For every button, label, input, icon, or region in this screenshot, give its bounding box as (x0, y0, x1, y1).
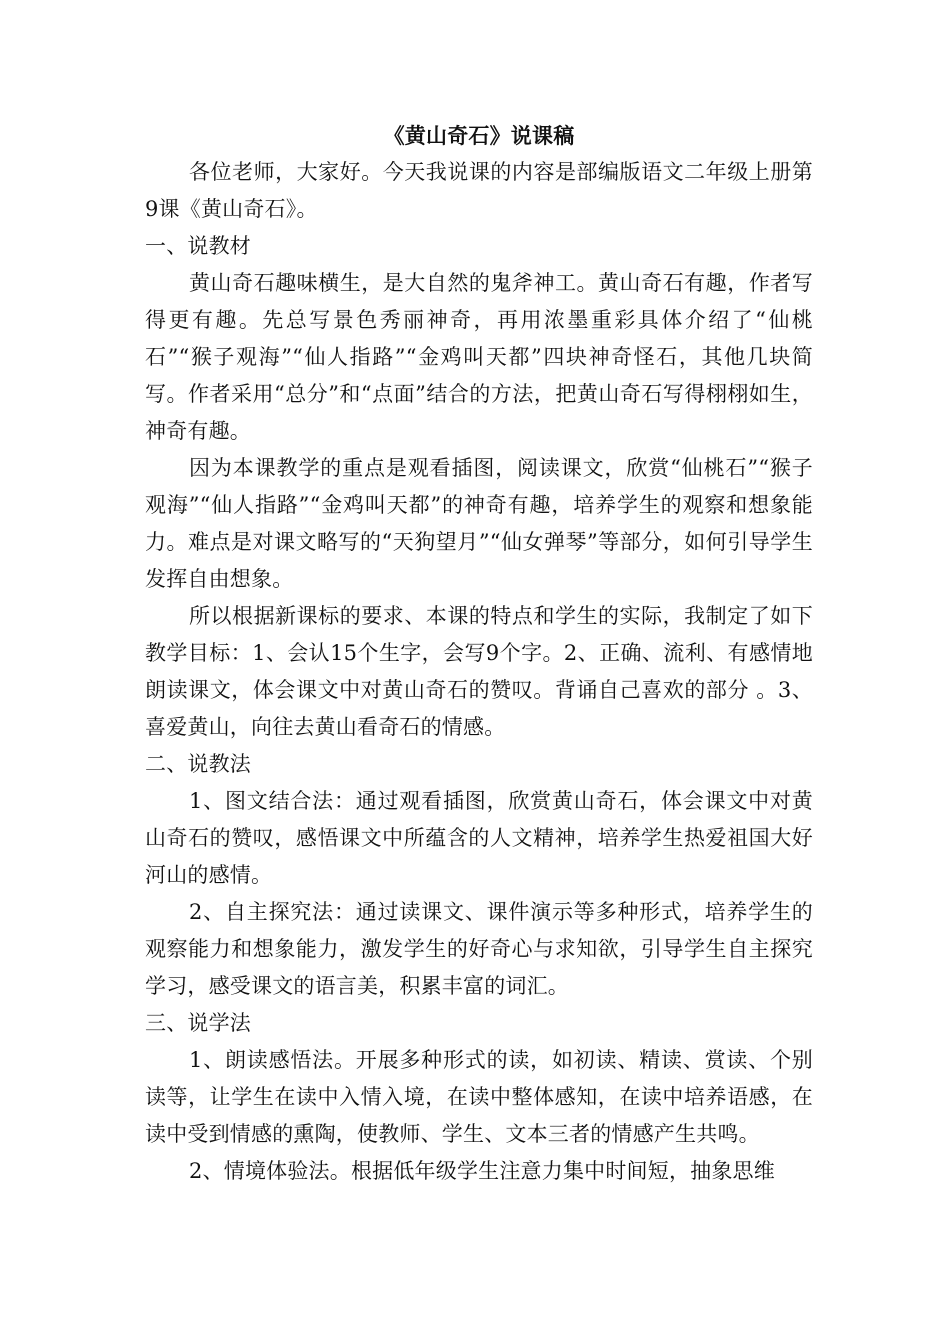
teaching-method-paragraph-2: 2、自主探究法：通过读课文、课件演示等多种形式，培养学生的观察能力和想象能力，激发学生的好奇心与求知欲，引导学生自主探究学习，感受课文的语言美，积累丰富的词汇。 (145, 900, 813, 998)
section-heading-learning-method: 三、说学法 (145, 1011, 251, 1035)
section-heading-teaching-method: 二、说教法 (145, 752, 251, 776)
section-heading-textbook: 一、说教材 (145, 234, 251, 258)
learning-method-paragraph-2: 2、情境体验法。根据低年级学生注意力集中时间短，抽象思维 (189, 1159, 775, 1183)
intro-paragraph: 各位老师，大家好。今天我说课的内容是部编版语文二年级上册第9课《黄山奇石》。 (145, 160, 813, 221)
document-title: 《黄山奇石》说课稿 (383, 123, 575, 148)
teaching-method-paragraph-1: 1、图文结合法：通过观看插图，欣赏黄山奇石，体会课文中对黄山奇石的赞叹，感悟课文中所蕴含的人文精神，培养学生热爱祖国大好河山的感情。 (145, 789, 813, 887)
document-body (145, 117, 813, 1190)
textbook-paragraph-1: 黄山奇石趣味横生，是大自然的鬼斧神工。黄山奇石有趣，作者写得更有趣。先总写景色秀丽神奇，再用浓墨重彩具体介绍了“仙桃石”“猴子观海”“仙人指路”“金鸡叫天都”四块神奇怪石，其他几块简写。作者采用“总分”和“点面”结合的方法，把黄山奇石写得栩栩如生，神奇有趣。 (145, 271, 813, 443)
learning-method-paragraph-1: 1、朗读感悟法。开展多种形式的读，如初读、精读、赏读、个别读等，让学生在读中入情入境，在读中整体感知，在读中培养语感，在读中受到情感的熏陶，使教师、学生、文本三者的情感产生共鸣。 (145, 1048, 813, 1146)
textbook-paragraph-3: 所以根据新课标的要求、本课的特点和学生的实际，我制定了如下教学目标：1、会认15个生字，会写9个字。2、正确、流利、有感情地朗读课文，体会课文中对黄山奇石的赞叹。背诵自己喜欢的部分 。3、喜爱黄山，向往去黄山看奇石的情感。 (145, 604, 813, 739)
textbook-paragraph-2: 因为本课教学的重点是观看插图，阅读课文，欣赏“仙桃石”“猴子观海”“仙人指路”“金鸡叫天都”的神奇有趣，培养学生的观察和想象能力。难点是对课文略写的“天狗望月”“仙女弹琴”等部分，如何引导学生发挥自由想象。 (145, 456, 813, 591)
